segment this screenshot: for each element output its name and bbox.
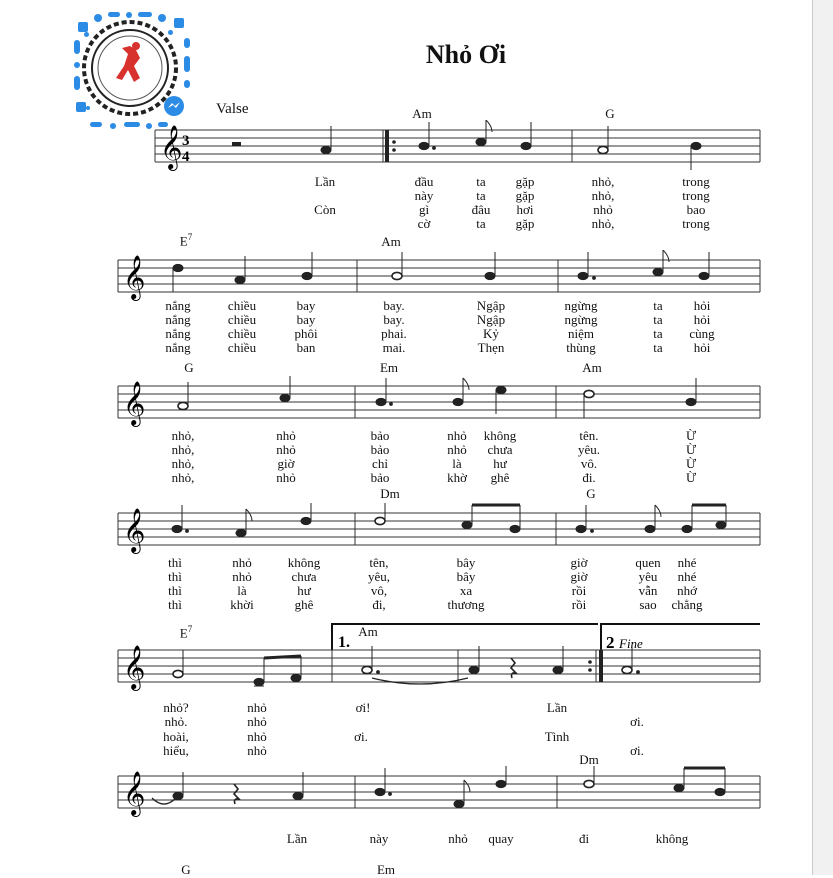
time-sig-top: 3: [182, 133, 190, 149]
lyric: Ừ: [685, 442, 697, 457]
lyric: gặp: [515, 174, 535, 189]
lyric: gì: [418, 202, 430, 217]
lyric: Lần: [314, 174, 336, 189]
staff-system-5: [0, 620, 812, 700]
lyric: nhé: [677, 555, 697, 570]
lyric: nhỏ,: [171, 456, 195, 471]
lyric: ta: [476, 188, 486, 203]
lyric: Ừ: [685, 470, 697, 485]
lyric: nhỏ: [276, 470, 296, 485]
chord-label: G: [586, 486, 596, 501]
lyric: trong: [682, 174, 710, 189]
lyric: ta: [653, 326, 663, 341]
lyric: chưa: [487, 442, 513, 457]
lyric: nhỏ: [276, 428, 296, 443]
lyric: bây: [456, 555, 476, 570]
lyric: trong: [682, 188, 710, 203]
staff-system-4: [0, 503, 812, 559]
lyric: ta: [653, 312, 663, 327]
lyric: thì: [168, 555, 182, 570]
lyric: xa: [459, 583, 473, 598]
treble-clef: 𝄞: [160, 127, 183, 169]
lyric: nhỏ,: [171, 442, 195, 457]
lyric: khờ: [447, 470, 467, 485]
staff-system-6: [0, 766, 812, 822]
lyric: chiều: [227, 340, 257, 355]
lyric: nhỏ,: [591, 174, 615, 189]
lyric: chưa: [291, 569, 317, 584]
lyric: hoài,: [163, 729, 189, 744]
lyric: niệm: [568, 326, 594, 341]
lyric: rồi: [571, 583, 587, 598]
lyric: ta: [653, 340, 663, 355]
lyric: nhỏ: [247, 714, 267, 729]
lyric: ngừng: [564, 312, 598, 327]
lyric: không: [655, 831, 689, 846]
lyric: Ngập: [476, 298, 506, 313]
lyric: bảo: [370, 470, 390, 485]
lyric: nhỏ: [247, 729, 267, 744]
lyric: bây: [456, 569, 476, 584]
lyric: tên,: [369, 555, 389, 570]
lyric: ta: [653, 298, 663, 313]
tempo-marking: Valse: [216, 101, 249, 117]
lyric: phai.: [381, 326, 407, 341]
lyric: nhé: [677, 569, 697, 584]
lyric: hiểu,: [163, 743, 189, 758]
time-sig-bottom: 4: [182, 149, 190, 165]
lyric: Tình: [544, 729, 570, 744]
treble-clef: 𝄞: [123, 383, 146, 425]
lyric: gặp: [515, 188, 535, 203]
lyric: Kỷ: [483, 326, 499, 341]
chord-label: Am: [381, 234, 401, 249]
lyric: rồi: [571, 597, 587, 612]
lyric: cùng: [689, 326, 715, 341]
chord-label: Am: [358, 624, 378, 639]
lyric: gặp: [515, 216, 535, 231]
chord-label: Am: [582, 360, 602, 375]
lyric: nhỏ: [232, 569, 252, 584]
volta-2-label: 2: [606, 633, 615, 652]
qr-code-logo: [70, 8, 194, 132]
chord-label: G: [605, 106, 615, 121]
lyric: chiều: [227, 298, 257, 313]
staff-system-1: [0, 120, 812, 180]
lyric: không: [287, 555, 321, 570]
lyric: quen: [635, 555, 661, 570]
chord-label: Dm: [579, 752, 599, 767]
lyric: thì: [168, 569, 182, 584]
lyric: vô.: [580, 456, 598, 471]
lyric: ghê: [294, 597, 314, 612]
lyric: Lần: [286, 831, 308, 846]
chord-label: G: [184, 360, 194, 375]
lyric: ta: [476, 216, 486, 231]
quarter-rest: [234, 784, 239, 804]
staff-system-2: [0, 250, 812, 306]
lyric: hỏi: [693, 298, 711, 313]
lyric: mai.: [382, 340, 406, 355]
lyric: bay.: [383, 312, 405, 327]
lyric: ngừng: [564, 298, 598, 313]
lyric: này: [369, 831, 389, 846]
lyric: đâu: [471, 202, 491, 217]
song-title: Nhỏ Ơi: [425, 40, 507, 69]
treble-clef: 𝄞: [123, 773, 146, 815]
lyric: yêu,: [367, 569, 391, 584]
lyric: là: [452, 456, 462, 471]
treble-clef: 𝄞: [123, 257, 146, 299]
lyric: vẫn: [638, 583, 658, 598]
lyric: đi: [578, 831, 590, 846]
lyric: nhỏ: [447, 442, 467, 457]
lyric: không: [483, 428, 517, 443]
chord-label: Em: [376, 862, 396, 877]
lyric: ơi!: [355, 700, 371, 715]
lyric: đi.: [582, 470, 596, 485]
lyric: cờ: [417, 216, 431, 231]
lyric: bay: [296, 312, 316, 327]
volta-1-label: 1.: [338, 634, 350, 651]
chord-label: Em: [379, 360, 399, 375]
lyric: khời: [230, 597, 254, 612]
lyric: bao: [686, 202, 706, 217]
lyric: sao: [639, 597, 657, 612]
lyric: ban: [296, 340, 316, 355]
lyric: nhỏ: [247, 743, 267, 758]
lyric: giờ: [277, 456, 295, 471]
lyric: nhỏ.: [164, 714, 188, 729]
lyric: ơi.: [630, 714, 644, 729]
lyric: Thẹn: [477, 340, 505, 355]
lyric: bay: [296, 298, 316, 313]
lyric: nhỏ,: [591, 216, 615, 231]
lyric: nhỏ: [593, 202, 613, 217]
lyric: nhỏ: [276, 442, 296, 457]
lyric: nhỏ: [448, 831, 468, 846]
chord-label: $E^7$: [179, 232, 193, 249]
lyric: nhỏ,: [171, 470, 195, 485]
lyric: yêu.: [577, 442, 601, 457]
lyric: thì: [168, 597, 182, 612]
lyric: ơi.: [354, 729, 368, 744]
lyric: ta: [476, 174, 486, 189]
lyric: ghê: [490, 470, 510, 485]
lyric: nhỏ: [247, 700, 267, 715]
lyric: là: [237, 583, 247, 598]
lyric: Còn: [314, 202, 336, 217]
lyric: Ừ: [685, 428, 697, 443]
lyric: giờ: [570, 569, 588, 584]
fine-marking: Fine: [619, 636, 643, 651]
lyric: hư: [297, 583, 311, 598]
lyric: bảo: [370, 442, 390, 457]
lyric: nắng: [165, 298, 191, 313]
lyric: Lần: [546, 700, 568, 715]
lyric: nhỏ: [447, 428, 467, 443]
lyric: chẳng: [671, 597, 703, 612]
lyric: vô,: [370, 583, 388, 598]
lyric: ơi.: [630, 743, 644, 758]
quarter-rest: [511, 658, 516, 678]
chord-label: Am: [412, 106, 432, 121]
lyric: thì: [168, 583, 182, 598]
lyric: nhỏ: [232, 555, 252, 570]
chord-label: G: [181, 862, 191, 877]
lyric: quay: [488, 831, 514, 846]
viewer-scroll-gutter[interactable]: [813, 0, 833, 875]
lyric: giờ: [570, 555, 588, 570]
lyric: nắng: [165, 312, 191, 327]
lyric: hư: [493, 456, 507, 471]
lyric: thùng: [566, 340, 596, 355]
lyric: Ừ: [685, 456, 697, 471]
lyric: nhớ: [677, 583, 697, 598]
treble-clef: 𝄞: [123, 647, 146, 689]
lyric: nắng: [165, 326, 191, 341]
lyric: tên.: [579, 428, 599, 443]
lyric: phôi: [294, 326, 318, 341]
lyric: nắng: [165, 340, 191, 355]
lyric: nhỏ,: [171, 428, 195, 443]
lyric: thương: [447, 597, 485, 612]
lyric: bay.: [383, 298, 405, 313]
lyric: chiều: [227, 312, 257, 327]
lyric: hơi: [516, 202, 534, 217]
lyric: bảo: [370, 428, 390, 443]
chord-label: Dm: [380, 486, 400, 501]
half-rest: [232, 142, 241, 146]
lyric: đi,: [372, 597, 386, 612]
lyric: nhỏ,: [591, 188, 615, 203]
lyric: hỏi: [693, 312, 711, 327]
lyric: trong: [682, 216, 710, 231]
lyric: chỉ: [372, 456, 388, 471]
staff-system-3: [0, 376, 812, 432]
lyric: chiều: [227, 326, 257, 341]
lyric: hỏi: [693, 340, 711, 355]
lyric: nhỏ?: [163, 700, 189, 715]
lyric: đầu: [414, 174, 434, 189]
lyric: Ngập: [476, 312, 506, 327]
treble-clef: 𝄞: [123, 510, 146, 552]
chord-label: $E^7$: [179, 624, 193, 641]
lyric: này: [414, 188, 434, 203]
lyric: yêu: [638, 569, 658, 584]
